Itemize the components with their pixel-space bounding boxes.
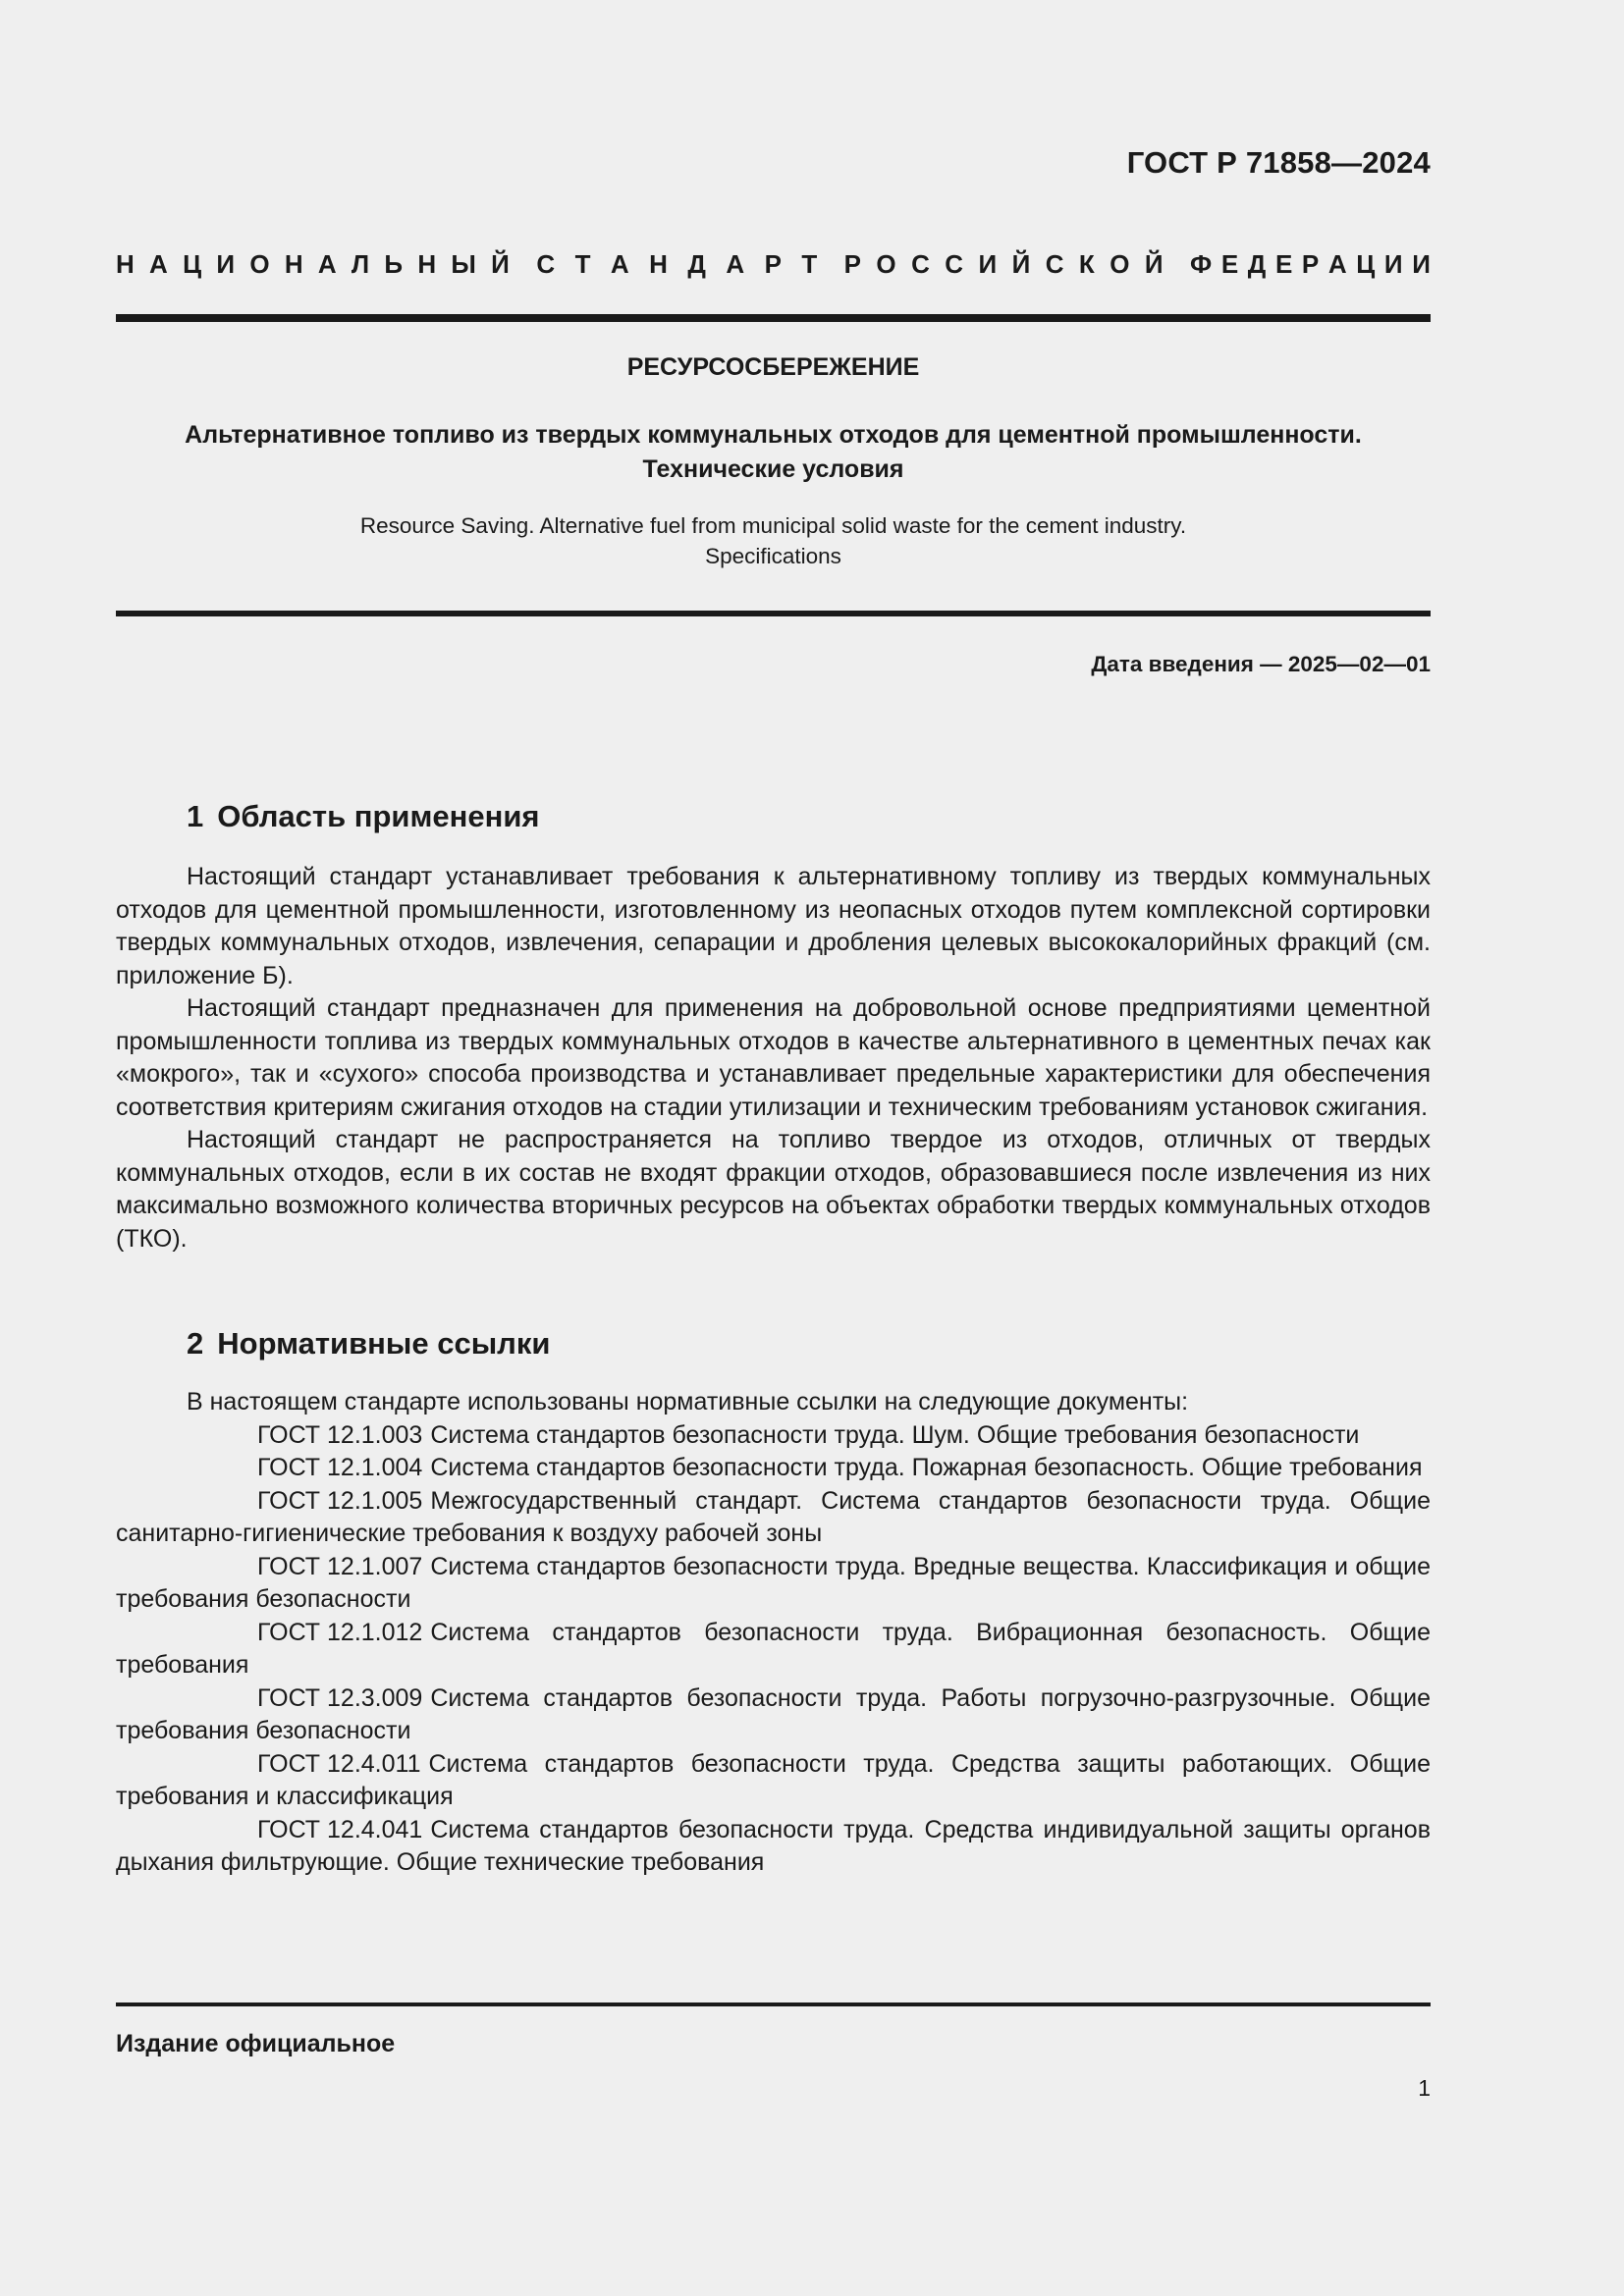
reference-code: ГОСТ 12.1.005 (257, 1486, 423, 1515)
section-2-body (116, 1386, 1431, 1880)
national-title-word-1: Н А Ц И О Н А Л Ь Н Ы Й (116, 249, 510, 279)
reference-item (116, 1419, 1431, 1453)
reference-item (116, 1452, 1431, 1485)
title-en-line-1: Resource Saving. Alternative fuel from municipal solid waste for the cement industry. (359, 513, 1187, 538)
title-ru-line-1: Альтернативное топливо из твердых коммунальных отходов для цементной промышленности. (185, 421, 1362, 449)
national-title-word-4: Ф Е Д Е Р А Ц И И (1189, 249, 1431, 279)
standard-title-ru (116, 418, 1431, 487)
title-ru-line-2: Технические условия (642, 455, 904, 483)
doc-number: ГОСТ Р 71858—2024 (1126, 145, 1431, 180)
reference-title: Система стандартов безопасности труда. Средства индивидуальной защиты органов дыхания фильтрующие. Общие технические требования (116, 1815, 1431, 1876)
section-2-heading (187, 1326, 550, 1362)
section-1-heading (187, 799, 540, 834)
reference-title: Система стандартов безопасности труда. Работы погрузочно-разгрузочные. Общие требования безопасности (116, 1683, 1431, 1744)
reference-code: ГОСТ 12.4.041 (257, 1815, 423, 1843)
reference-title: Межгосударственный стандарт. Система стандартов безопасности труда. Общие санитарно-гигиенические требования к воздуху рабочей зоны (116, 1486, 1431, 1547)
section-1-paragraph-1: Настоящий стандарт устанавливает требования к альтернативному топливу из твердых коммунальных отходов для цементной промышленности, изготовленному из неопасных отходов путем комплексной сортировки твердых коммунальных отходов, извлечения, сепарации и дробления целевых высококалорийных фракций (см. приложение Б). (116, 863, 1431, 989)
reference-code: ГОСТ 12.1.012 (257, 1618, 423, 1646)
reference-item (116, 1814, 1431, 1880)
national-title-word-3: Р О С С И Й С К О Й (843, 249, 1164, 279)
section-2-title: Нормативные ссылки (217, 1326, 551, 1361)
reference-item (116, 1551, 1431, 1617)
reference-code: ГОСТ 12.3.009 (257, 1683, 423, 1712)
introduction-date: Дата введения — 2025—02—01 (1091, 652, 1431, 676)
reference-title: Система стандартов безопасности труда. Средства защиты работающих. Общие требования и классификация (116, 1749, 1431, 1810)
reference-code: ГОСТ 12.1.004 (257, 1454, 423, 1481)
section-2-number: 2 (187, 1326, 204, 1361)
reference-code: ГОСТ 12.1.003 (257, 1420, 423, 1449)
top-divider (116, 314, 1431, 322)
standard-main-title: РЕСУРСОСБЕРЕЖЕНИЕ (626, 353, 920, 381)
reference-item (116, 1748, 1431, 1814)
section-1-paragraph-2: Настоящий стандарт предназначен для применения на добровольной основе предприятиями цементной промышленности топлива из твердых коммунальных отходов в качестве альтернативного в цементных печах как «мокрого», так и «сухого» способа производства и устанавливает предельные характеристики для обеспечения соответствия критериям сжигания отходов на стадии утилизации и техническим требованиям установок сжигания. (116, 994, 1431, 1121)
reference-title: Система стандартов безопасности труда. Шум. Общие требования безопасности (430, 1420, 1360, 1449)
title-en-line-2: Specifications (705, 544, 841, 568)
official-edition-label: Издание официальное (116, 2030, 396, 2057)
national-standard-title (116, 249, 1431, 280)
footer-divider (116, 2002, 1431, 2006)
reference-item (116, 1617, 1431, 1682)
section-1-title: Область применения (217, 799, 540, 833)
section-1-body (116, 861, 1431, 1255)
section-1-paragraph-3: Настоящий стандарт не распространяется на топливо твердое из отходов, отличных от твердых коммунальных отходов, если в их состав не входят фракции отходов, образовавшиеся после извлечения из них максимально возможного количества вторичных ресурсов на объектах обработки твердых коммунальных отходов (ТКО). (116, 1126, 1431, 1253)
reference-item (116, 1485, 1431, 1551)
section-1-number: 1 (187, 799, 204, 833)
document-page (116, 0, 1431, 2296)
reference-code: ГОСТ 12.4.011 (257, 1749, 421, 1778)
reference-item (116, 1682, 1431, 1748)
page-number: 1 (1418, 2075, 1431, 2101)
national-title-word-2: С Т А Н Д А Р Т (536, 249, 818, 279)
reference-title: Система стандартов безопасности труда. Вредные вещества. Классификация и общие требования безопасности (116, 1552, 1431, 1613)
title-divider (116, 611, 1431, 616)
reference-title: Система стандартов безопасности труда. Пожарная безопасность. Общие требования (430, 1454, 1423, 1481)
reference-code: ГОСТ 12.1.007 (257, 1552, 423, 1580)
reference-title: Система стандартов безопасности труда. Вибрационная безопасность. Общие требования (116, 1618, 1431, 1679)
section-2-intro: В настоящем стандарте использованы нормативные ссылки на следующие документы: (187, 1388, 1189, 1415)
standard-title-en (116, 510, 1431, 571)
